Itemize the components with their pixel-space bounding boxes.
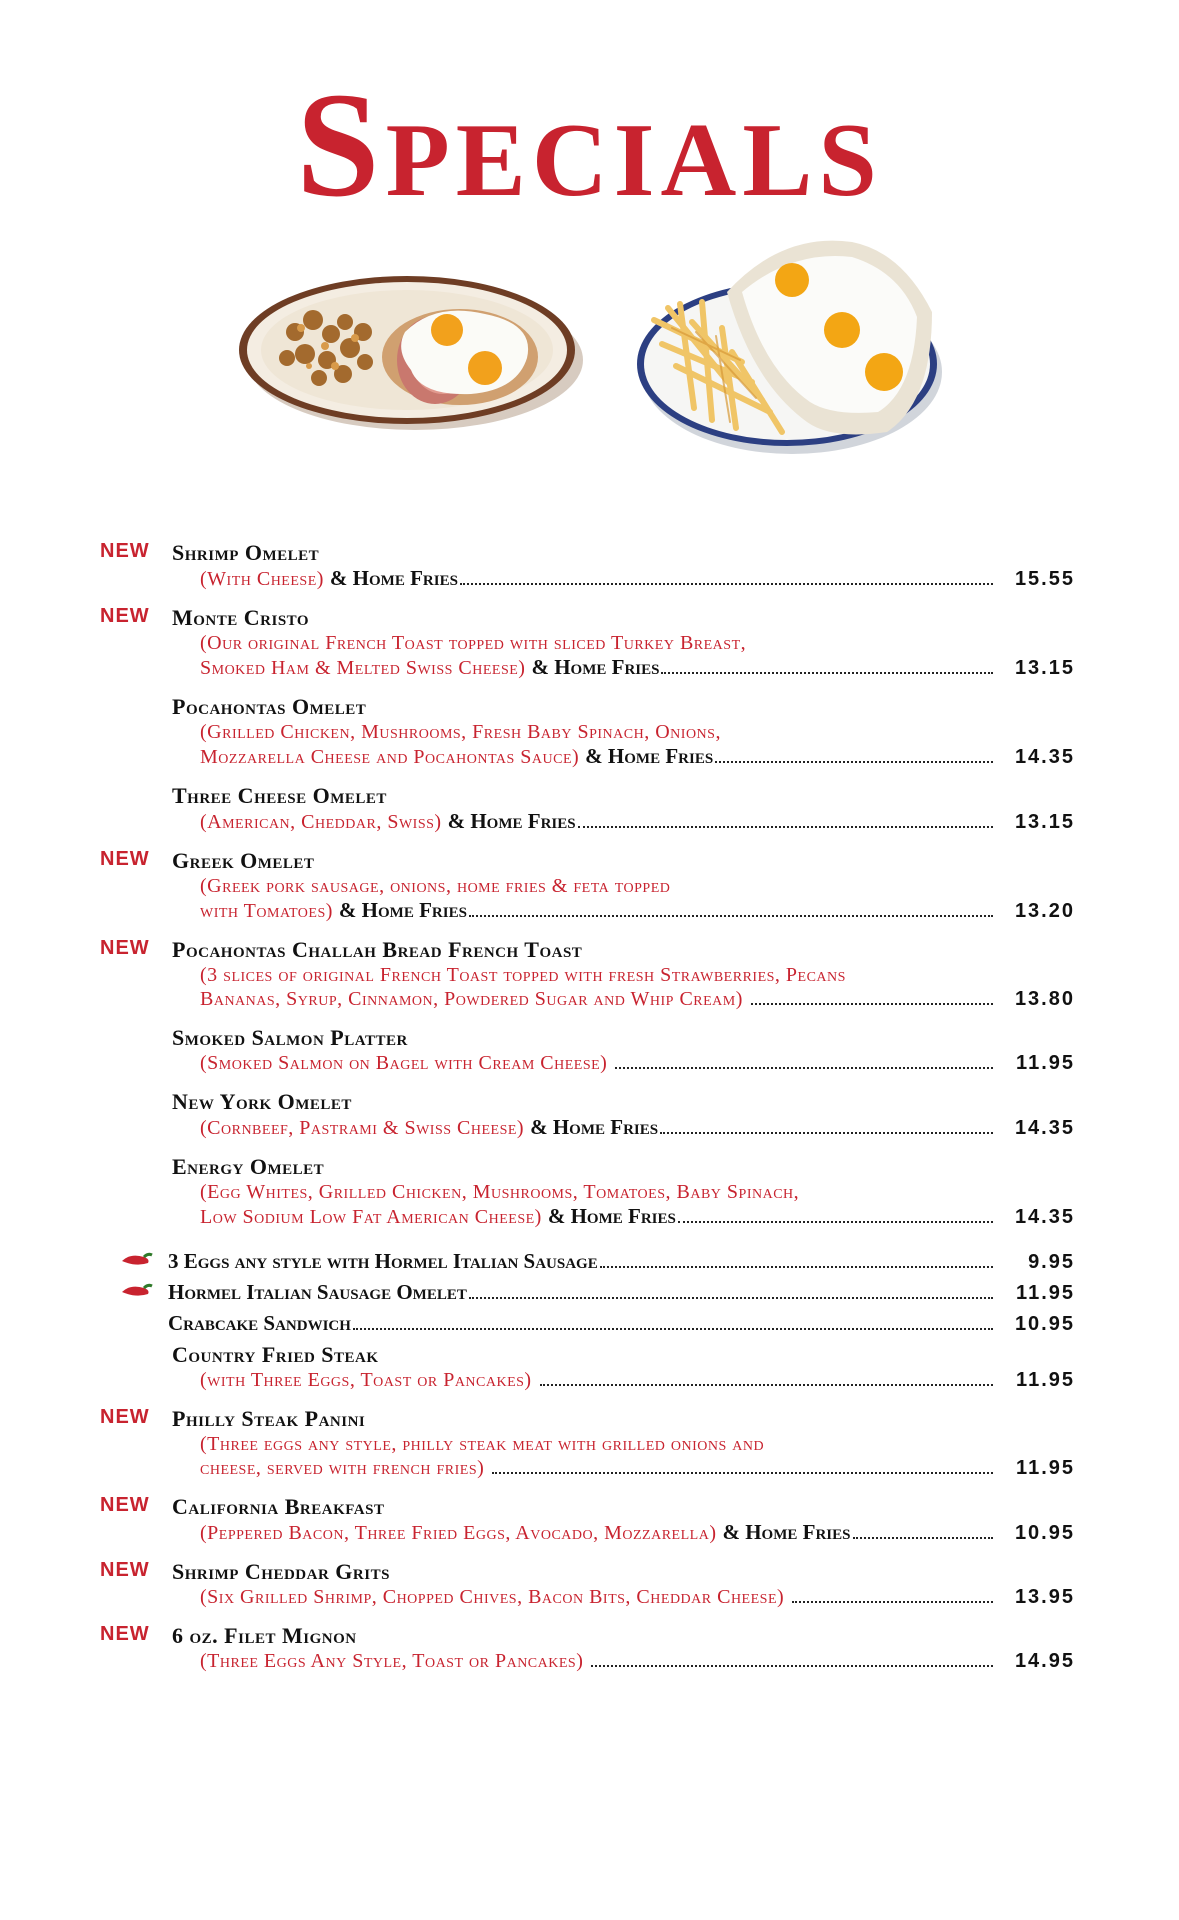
menu-item-description (200, 631, 1075, 655)
new-badge: NEW (100, 605, 150, 627)
leader-dots (715, 761, 993, 763)
menu-item-description (200, 1180, 1075, 1204)
menu-item (100, 1623, 1075, 1673)
menu-item-name: Greek Omelet (172, 848, 315, 873)
new-badge: NEW (100, 1623, 150, 1645)
menu-item-description-last: with Tomatoes) (200, 900, 333, 922)
menu-item (100, 1342, 1075, 1392)
menu-item-description (200, 1432, 1075, 1456)
menu-item-name: California Breakfast (172, 1494, 385, 1519)
menu-item-description-last: (Six Grilled Shrimp, Chopped Chives, Bacon Bits, Cheddar Cheese) (200, 1586, 785, 1608)
menu-item-name: Shrimp Cheddar Grits (172, 1559, 390, 1584)
menu-item-description-last: (With Cheese) (200, 568, 324, 590)
menu-item-price: 10.95 (1014, 1522, 1075, 1544)
menu-item-name: Pocahontas Challah Bread French Toast (172, 937, 583, 962)
menu-item-name: Crabcake Sandwich (168, 1311, 351, 1335)
menu-item-price: 11.95 (1016, 1369, 1075, 1391)
menu-item-description-last: Smoked Ham & Melted Swiss Cheese) (200, 657, 526, 679)
menu-item-price: 13.95 (1014, 1586, 1075, 1608)
ham-eggs-home-fries-plate-image (235, 262, 585, 437)
menu-item-side: & Home Fries (531, 655, 660, 679)
menu-item (100, 1154, 1075, 1229)
menu-item-price: 13.15 (1014, 657, 1075, 679)
chili-pepper-icon (118, 1251, 154, 1269)
new-badge: NEW (100, 1494, 150, 1516)
menu-item (100, 1025, 1075, 1075)
leader-dots (615, 1067, 993, 1069)
leader-dots (751, 1003, 993, 1005)
menu-item-price: 13.15 (1014, 811, 1075, 833)
menu-item-side: & Home Fries (530, 1115, 659, 1139)
menu-item-description (200, 720, 1075, 744)
menu-item-price: 13.20 (1014, 900, 1075, 922)
menu-item-price: 14.35 (1014, 1206, 1075, 1228)
menu-item-price: 15.55 (1014, 568, 1075, 590)
menu-item-side: & Home Fries (447, 809, 576, 833)
menu-item (100, 694, 1075, 769)
new-badge: NEW (100, 848, 150, 870)
menu-item (100, 1311, 1075, 1336)
menu-item (100, 1249, 1075, 1274)
menu-item-name: Country Fried Steak (172, 1342, 379, 1367)
menu-item-side: & Home Fries (329, 566, 458, 590)
menu-item-description-line: (Three eggs any style, philly steak meat with grilled onions and (200, 1433, 765, 1455)
leader-dots (492, 1472, 993, 1474)
menu-item-side: & Home Fries (338, 898, 467, 922)
new-badge: NEW (100, 1559, 150, 1581)
leader-dots (660, 1132, 993, 1134)
menu-item-name: Three Cheese Omelet (172, 783, 387, 808)
menu-item-name: Monte Cristo (172, 605, 310, 630)
menu-item-price: 14.35 (1014, 746, 1075, 768)
menu-item (100, 1559, 1075, 1609)
menu-item (100, 937, 1075, 1011)
menu-item-price: 10.95 (1014, 1313, 1075, 1335)
menu-item-description (200, 963, 1075, 987)
menu-item-name: New York Omelet (172, 1089, 352, 1114)
menu-item-description-last: (Smoked Salmon on Bagel with Cream Cheese) (200, 1052, 608, 1074)
menu-item (100, 1406, 1075, 1480)
menu-item-price: 11.95 (1016, 1282, 1075, 1304)
menu-item-description-line: (Our original French Toast topped with sliced Turkey Breast, (200, 632, 747, 654)
menu-item-description-last: (with Three Eggs, Toast or Pancakes) (200, 1369, 532, 1391)
menu-item-name: Shrimp Omelet (172, 540, 320, 565)
leader-dots (469, 1297, 993, 1299)
menu-item-side: & Home Fries (585, 744, 714, 768)
menu-item-side: & Home Fries (547, 1204, 676, 1228)
leader-dots (578, 826, 993, 828)
menu-item-description-line: (Egg Whites, Grilled Chicken, Mushrooms, Tomatoes, Baby Spinach, (200, 1181, 800, 1203)
menu-item-price: 11.95 (1016, 1457, 1075, 1479)
leader-dots (469, 915, 993, 917)
menu-item-description-last: Bananas, Syrup, Cinnamon, Powdered Sugar and Whip Cream) (200, 988, 743, 1010)
new-badge: NEW (100, 540, 150, 562)
menu-item (100, 783, 1075, 834)
menu-item-price: 11.95 (1016, 1052, 1075, 1074)
menu-item (100, 1494, 1075, 1545)
menu-item (100, 1089, 1075, 1140)
menu-item-name: 6 oz. Filet Mignon (172, 1623, 357, 1648)
leader-dots (600, 1266, 993, 1268)
menu-item-name: Energy Omelet (172, 1154, 325, 1179)
menu-item-price: 14.35 (1014, 1117, 1075, 1139)
menu-item-name: Pocahontas Omelet (172, 694, 367, 719)
menu-item-description-last: cheese, served with french fries) (200, 1457, 485, 1479)
menu-item (100, 540, 1075, 591)
new-badge: NEW (100, 937, 150, 959)
menu-item (100, 848, 1075, 923)
menu-item-name: Hormel Italian Sausage Omelet (168, 1280, 467, 1304)
leader-dots (661, 672, 993, 674)
menu-item-description (200, 874, 1075, 898)
leader-dots (540, 1384, 993, 1386)
menu-item-description-line: (3 slices of original French Toast topped with fresh Strawberries, Pecans (200, 964, 846, 986)
chili-pepper-icon (118, 1282, 154, 1300)
eggs-pita-fries-plate-image (632, 232, 952, 472)
new-badge: NEW (100, 1406, 150, 1428)
menu-item-name: Smoked Salmon Platter (172, 1025, 408, 1050)
menu-item-description-last: (Three Eggs Any Style, Toast or Pancakes) (200, 1650, 584, 1672)
menu-item-description-line: (Greek pork sausage, onions, home fries & feta topped (200, 875, 671, 897)
menu-item-description-line: (Grilled Chicken, Mushrooms, Fresh Baby Spinach, Onions, (200, 721, 721, 743)
menu-item-price: 9.95 (1028, 1251, 1075, 1273)
menu-item-price: 13.80 (1014, 988, 1075, 1010)
page-title: Specials (296, 62, 883, 228)
leader-dots (792, 1601, 993, 1603)
menu-item-description-last: (American, Cheddar, Swiss) (200, 811, 442, 833)
menu-item-description-last: Low Sodium Low Fat American Cheese) (200, 1206, 542, 1228)
menu-item-name: Philly Steak Panini (172, 1406, 366, 1431)
menu-item-name: 3 Eggs any style with Hormel Italian Sausage (168, 1249, 598, 1273)
specials-menu (100, 540, 1075, 1687)
leader-dots (853, 1537, 994, 1539)
leader-dots (353, 1328, 993, 1330)
menu-item (100, 1280, 1075, 1305)
menu-item-description-last: Mozzarella Cheese and Pocahontas Sauce) (200, 746, 580, 768)
menu-item-description-last: (Peppered Bacon, Three Fried Eggs, Avocado, Mozzarella) (200, 1522, 717, 1544)
menu-item-description-last: (Cornbeef, Pastrami & Swiss Cheese) (200, 1117, 525, 1139)
menu-item-side: & Home Fries (722, 1520, 851, 1544)
menu-item-price: 14.95 (1014, 1650, 1075, 1672)
leader-dots (591, 1665, 993, 1667)
menu-item (100, 605, 1075, 680)
leader-dots (678, 1221, 993, 1223)
leader-dots (460, 583, 993, 585)
